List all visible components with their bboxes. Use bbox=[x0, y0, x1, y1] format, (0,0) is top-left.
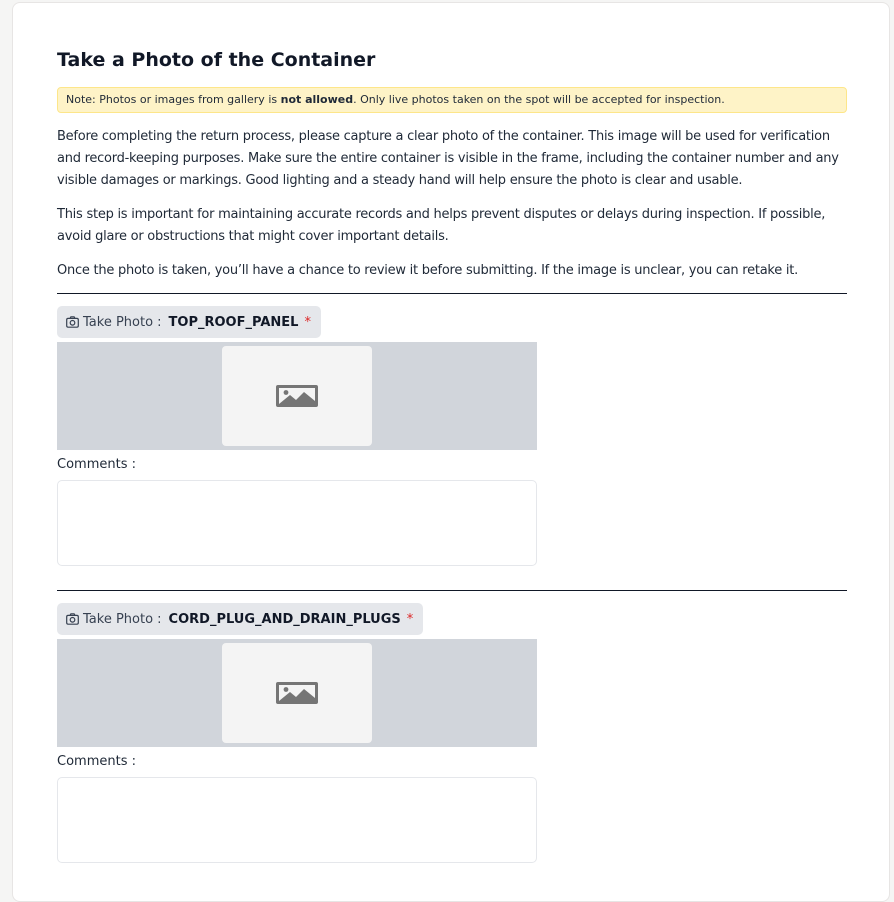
instructions-paragraph-2: This step is important for maintaining accurate records and helps prevent disputes or delays during inspection. If possible, avoid glare or obstructions that might cover important details. bbox=[57, 207, 826, 244]
page-title: Take a Photo of the Container bbox=[57, 49, 376, 71]
camera-icon bbox=[66, 613, 79, 625]
note-prefix: Note: Photos or images from gallery is bbox=[66, 93, 281, 106]
section-divider bbox=[57, 590, 847, 591]
take-photo-prefix: Take Photo : bbox=[83, 314, 162, 330]
instructions-paragraph-1: Before completing the return process, please capture a clear photo of the container. This image will be used for verification and record-keeping purposes. Make sure the entire container is visible in the frame, including the container number and any visible damages or markings. Good lighting and a steady hand will help ensure the photo is clear and usable. bbox=[57, 129, 839, 188]
camera-icon bbox=[66, 316, 79, 328]
image-placeholder bbox=[222, 643, 372, 743]
required-mark: * bbox=[406, 611, 414, 627]
photo-card bbox=[12, 2, 890, 902]
note-emphasis: not allowed bbox=[280, 93, 354, 106]
take-photo-prefix: Take Photo : bbox=[83, 611, 162, 627]
take-photo-button-cord-plug-and-drain-plugs[interactable] bbox=[57, 603, 423, 635]
photo-label: TOP_ROOF_PANEL bbox=[168, 314, 299, 330]
gallery-note bbox=[57, 87, 847, 113]
take-photo-button-top-roof-panel[interactable] bbox=[57, 306, 321, 338]
photo-label: CORD_PLUG_AND_DRAIN_PLUGS bbox=[168, 611, 401, 627]
image-placeholder bbox=[222, 346, 372, 446]
note-suffix: . Only live photos taken on the spot will be accepted for inspection. bbox=[353, 93, 725, 106]
image-placeholder-icon bbox=[276, 682, 318, 704]
comments-input-top-roof-panel[interactable] bbox=[57, 480, 537, 566]
comments-input-cord-plug-and-drain-plugs[interactable] bbox=[57, 777, 537, 863]
photo-preview-area[interactable] bbox=[57, 342, 537, 450]
required-mark: * bbox=[304, 314, 311, 330]
comments-label: Comments : bbox=[57, 457, 136, 472]
image-placeholder-icon bbox=[276, 385, 318, 407]
section-divider bbox=[57, 293, 847, 294]
photo-preview-area[interactable] bbox=[57, 639, 537, 747]
comments-label: Comments : bbox=[57, 754, 136, 769]
instructions-paragraph-3: Once the photo is taken, you’ll have a chance to review it before submitting. If the image is unclear, you can retake it. bbox=[57, 263, 798, 278]
